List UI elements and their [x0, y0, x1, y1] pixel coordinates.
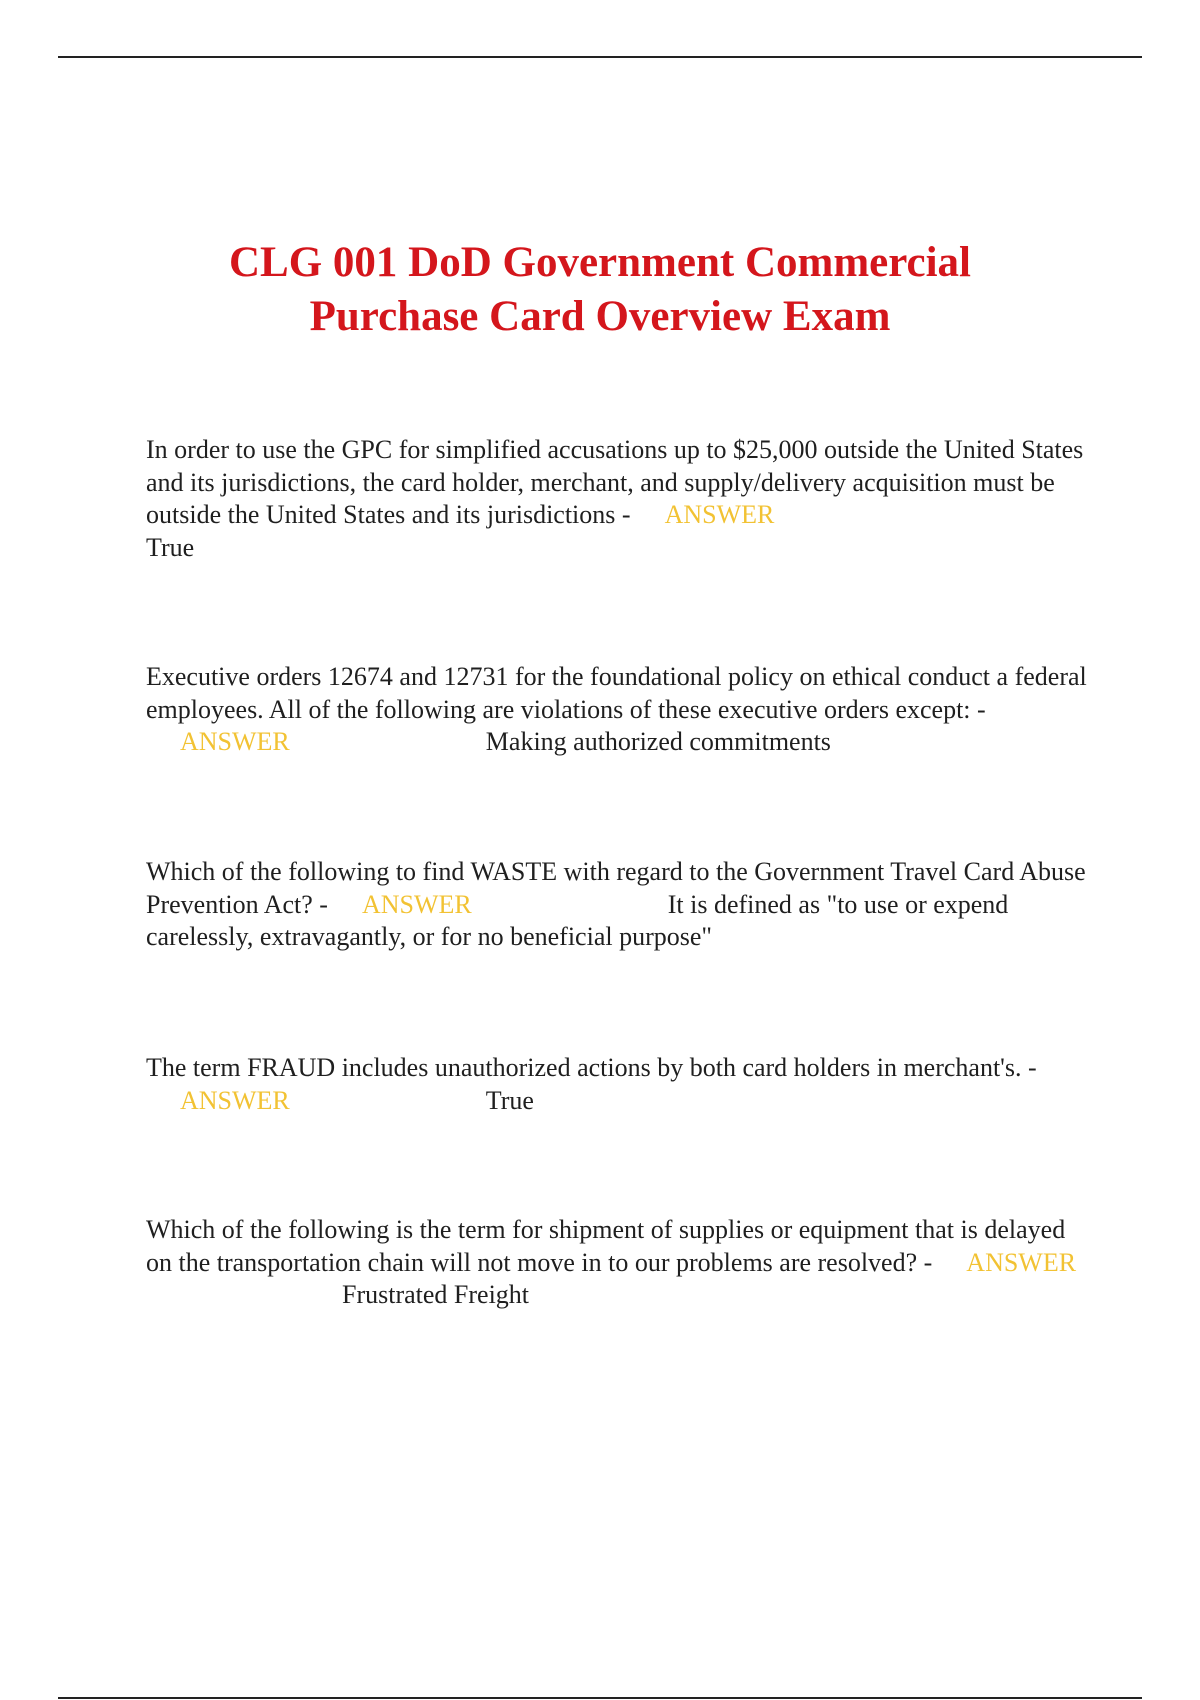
question-text: In order to use the GPC for simplified accusations up to $25,000 outside the United States and its jurisdictions, the card holder, merchant, and supply/delivery acquisition must be outside the United States and its jurisdictions - — [146, 435, 1084, 529]
qa-item-2 — [146, 661, 1096, 759]
answer-label: ANSWER — [180, 727, 290, 756]
answer-text: True — [485, 1085, 534, 1115]
qa-item-3 — [146, 856, 1096, 954]
answer-label: ANSWER — [664, 500, 775, 529]
question-text: The term FRAUD includes unauthorized actions by both card holders in merchant's. - — [146, 1053, 1037, 1082]
qa-item-1 — [146, 434, 1096, 564]
answer-label: ANSWER — [966, 1247, 1077, 1277]
document-title — [100, 236, 1100, 344]
title-line-1: CLG 001 DoD Government Commercial — [228, 239, 972, 286]
question-text: Which of the following to find WASTE with regard to the Government Travel Card Abuse Prevention Act? - — [146, 857, 1086, 919]
answer-text: True — [146, 532, 195, 562]
answer-label: ANSWER — [180, 1085, 290, 1115]
answer-text: Frustrated Freight — [342, 1280, 530, 1309]
answer-text: It is defined as "to use or expend carelessly, extravagantly, or for no beneficial purpose" — [146, 889, 1009, 951]
question-text: Executive orders 12674 and 12731 for the foundational policy on ethical conduct a federal employees. All of the following are violations of these executive orders except: - — [146, 662, 1087, 724]
question-text: Which of the following is the term for shipment of supplies or equipment that is delayed on the transportation chain will not move in to our problems are resolved? - — [146, 1215, 1066, 1277]
qa-item-4 — [146, 1052, 1096, 1117]
header-rule — [58, 56, 1142, 58]
footer-rule — [58, 1697, 1142, 1699]
qa-item-5 — [146, 1214, 1096, 1312]
answer-text: Making authorized commitments — [485, 727, 831, 756]
answer-label: ANSWER — [361, 889, 472, 919]
title-line-2: Purchase Card Overview Exam — [309, 293, 891, 340]
